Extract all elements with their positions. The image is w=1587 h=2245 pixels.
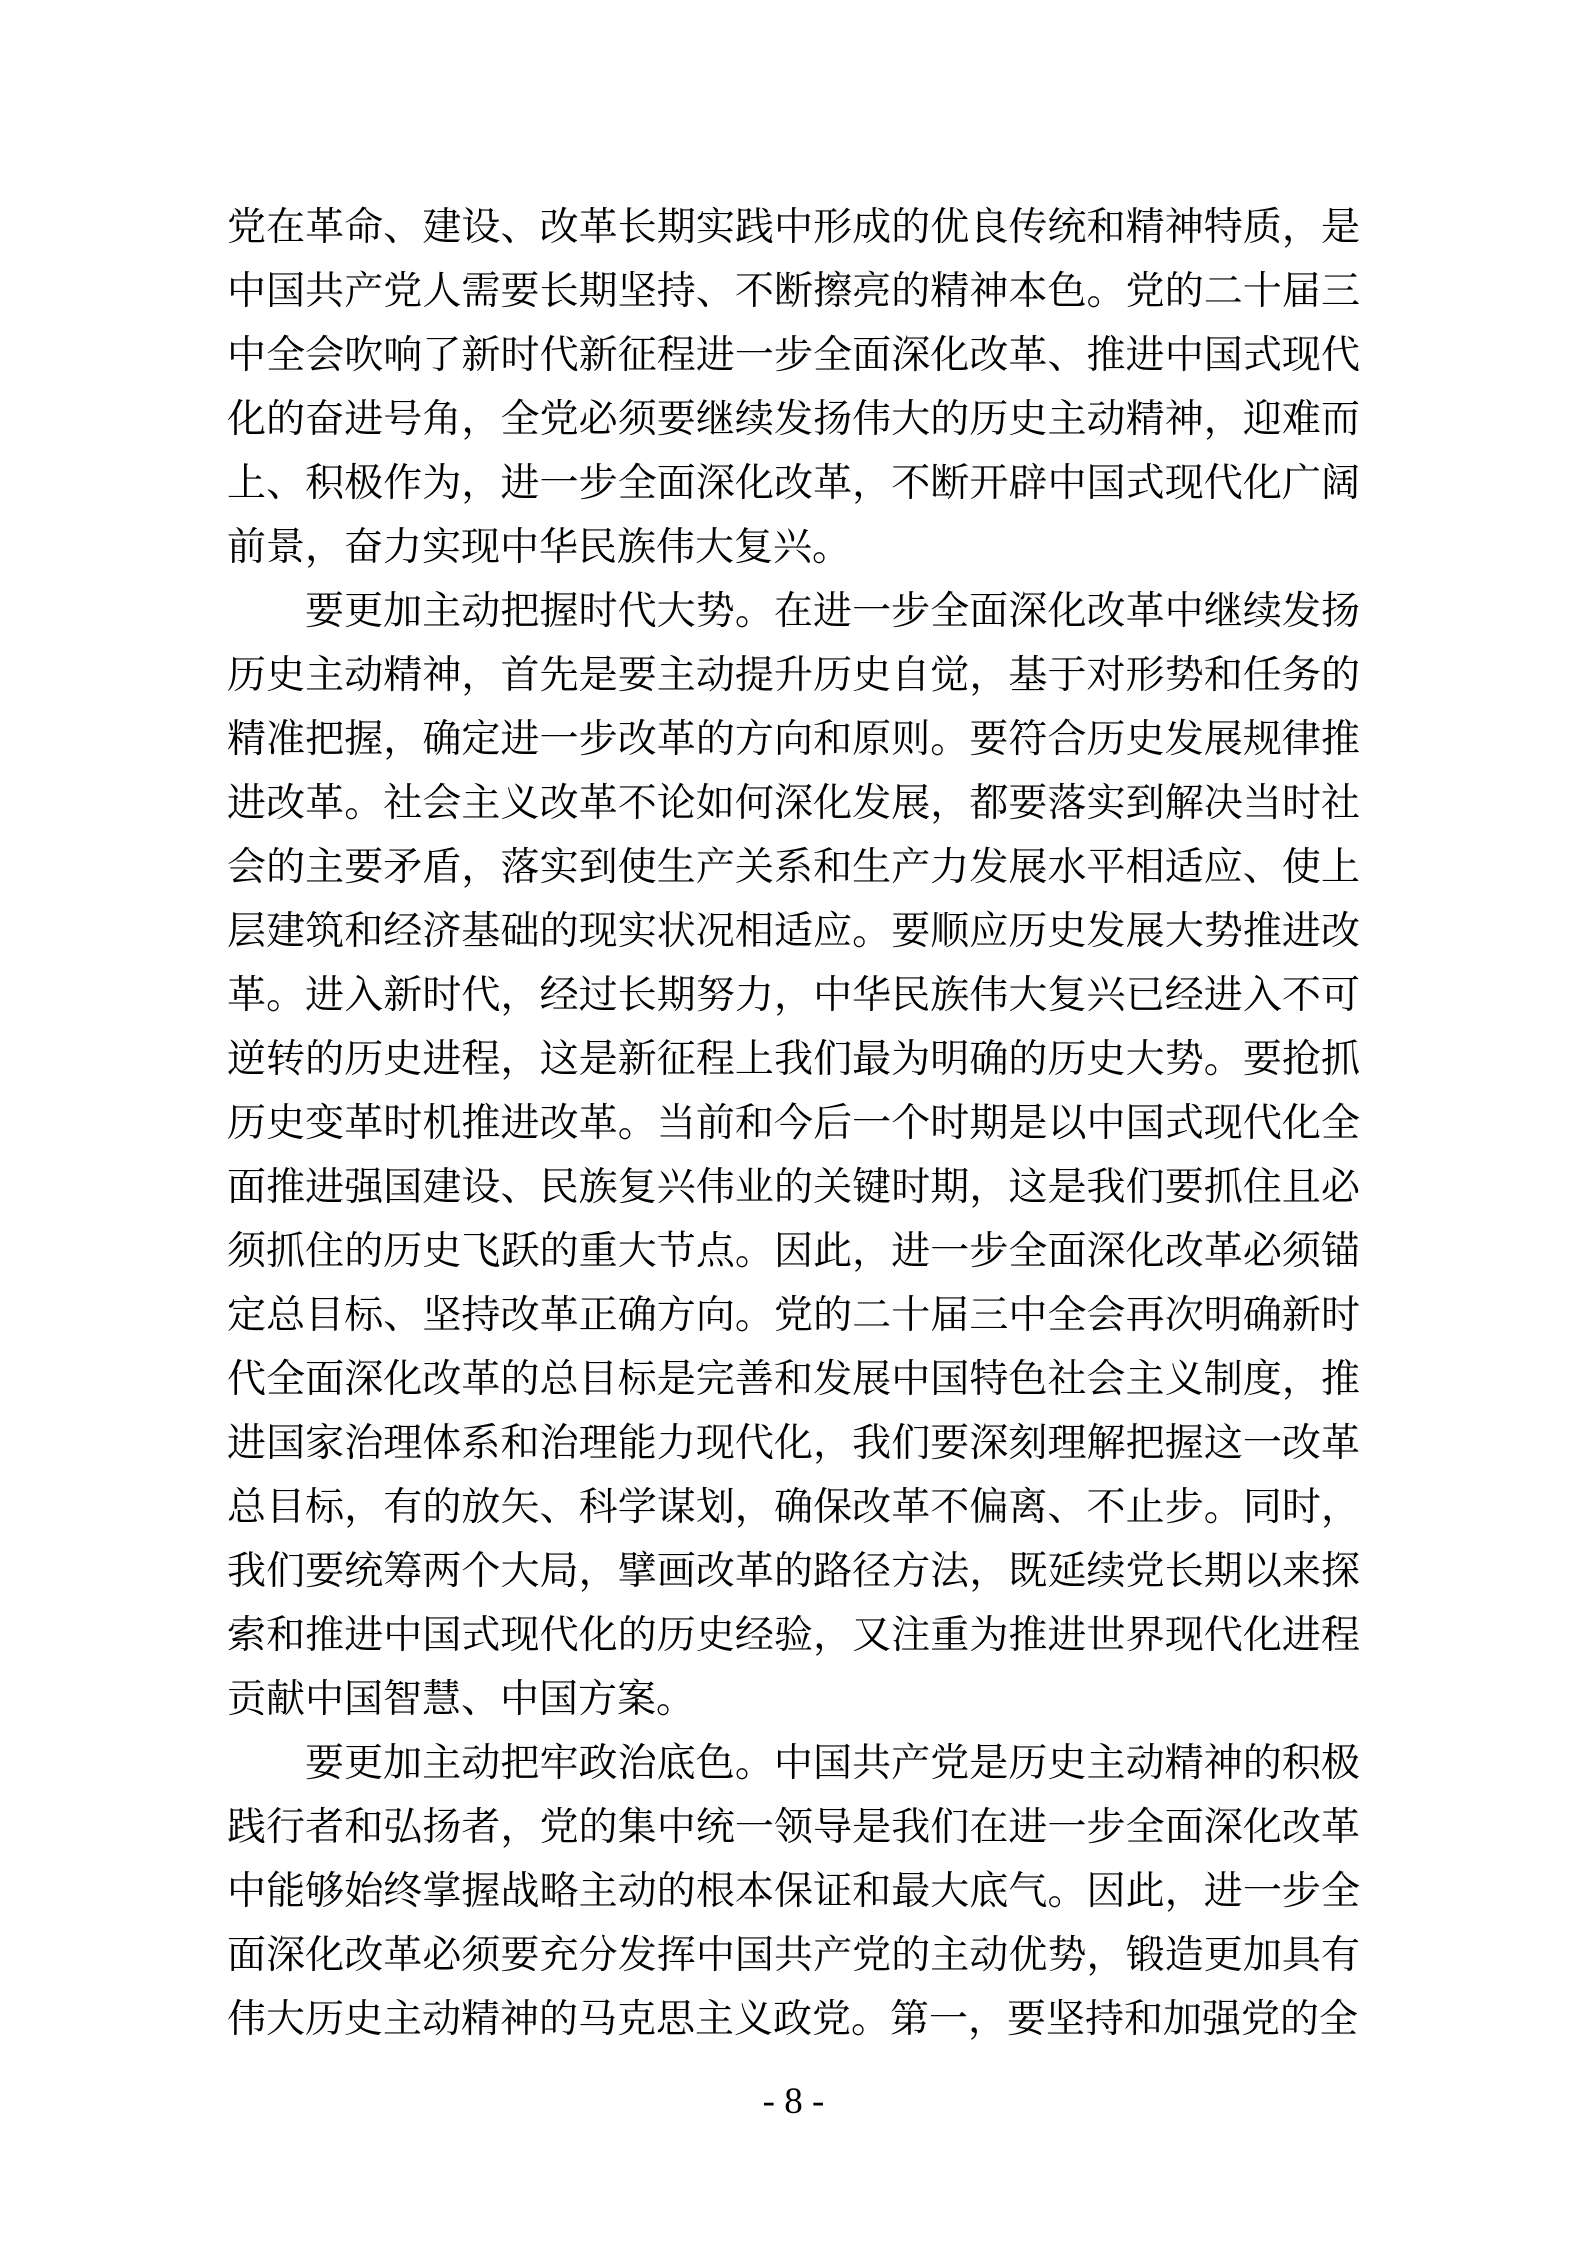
text-line: 要更加主动把握时代大势。在进一步全面深化改革中继续发扬 [305, 590, 1360, 633]
text-line: 中国共产党人需要长期坚持、不断擦亮的精神本色。党的二十届三 [227, 270, 1360, 313]
text-line: 中能够始终掌握战略主动的根本保证和最大底气。因此，进一步全 [227, 1870, 1360, 1913]
text-line: 革。进入新时代，经过长期努力，中华民族伟大复兴已经进入不可 [227, 974, 1360, 1017]
page-number: - 8 - [762, 2081, 825, 2122]
text-line: 会的主要矛盾，落实到使生产关系和生产力发展水平相适应、使上 [227, 846, 1360, 889]
text-line: 面推进强国建设、民族复兴伟业的关键时期，这是我们要抓住且必 [227, 1166, 1360, 1209]
text-line: 历史变革时机推进改革。当前和今后一个时期是以中国式现代化全 [227, 1102, 1360, 1145]
text-line: 层建筑和经济基础的现实状况相适应。要顺应历史发展大势推进改 [227, 910, 1360, 953]
text-line: 化的奋进号角，全党必须要继续发扬伟大的历史主动精神，迎难而 [227, 398, 1360, 441]
text-line: 须抓住的历史飞跃的重大节点。因此，进一步全面深化改革必须锚 [227, 1230, 1360, 1273]
text-line: 中全会吹响了新时代新征程进一步全面深化改革、推进中国式现代 [227, 334, 1360, 377]
text-line: 索和推进中国式现代化的历史经验，又注重为推进世界现代化进程 [227, 1614, 1360, 1657]
text-line: 我们要统筹两个大局，擘画改革的路径方法，既延续党长期以来探 [227, 1550, 1360, 1593]
text-line: 代全面深化改革的总目标是完善和发展中国特色社会主义制度，推 [227, 1358, 1360, 1401]
text-line: 践行者和弘扬者，党的集中统一领导是我们在进一步全面深化改革 [227, 1806, 1360, 1849]
text-line: 历史主动精神，首先是要主动提升历史自觉，基于对形势和任务的 [227, 654, 1360, 697]
text-line: 前景，奋力实现中华民族伟大复兴。 [227, 526, 852, 569]
text-line: 进改革。社会主义改革不论如何深化发展，都要落实到解决当时社 [227, 782, 1360, 825]
text-line: 逆转的历史进程，这是新征程上我们最为明确的历史大势。要抢抓 [227, 1038, 1360, 1081]
text-line: 总目标，有的放矢、科学谋划，确保改革不偏离、不止步。同时， [227, 1486, 1360, 1529]
text-line: 要更加主动把牢政治底色。中国共产党是历史主动精神的积极 [305, 1742, 1360, 1785]
text-line: 贡献中国智慧、中国方案。 [227, 1678, 696, 1721]
text-line: 定总目标、坚持改革正确方向。党的二十届三中全会再次明确新时 [227, 1294, 1360, 1337]
text-line: 面深化改革必须要充分发挥中国共产党的主动优势，锻造更加具有 [227, 1934, 1360, 1977]
text-line: 伟大历史主动精神的马克思主义政党。第一，要坚持和加强党的全 [227, 1998, 1359, 2041]
document-body [227, 196, 1360, 2052]
text-line: 上、积极作为，进一步全面深化改革，不断开辟中国式现代化广阔 [227, 462, 1360, 505]
text-line: 精准把握，确定进一步改革的方向和原则。要符合历史发展规律推 [227, 718, 1360, 761]
text-line: 进国家治理体系和治理能力现代化，我们要深刻理解把握这一改革 [227, 1422, 1360, 1465]
text-line: 党在革命、建设、改革长期实践中形成的优良传统和精神特质，是 [227, 206, 1360, 249]
